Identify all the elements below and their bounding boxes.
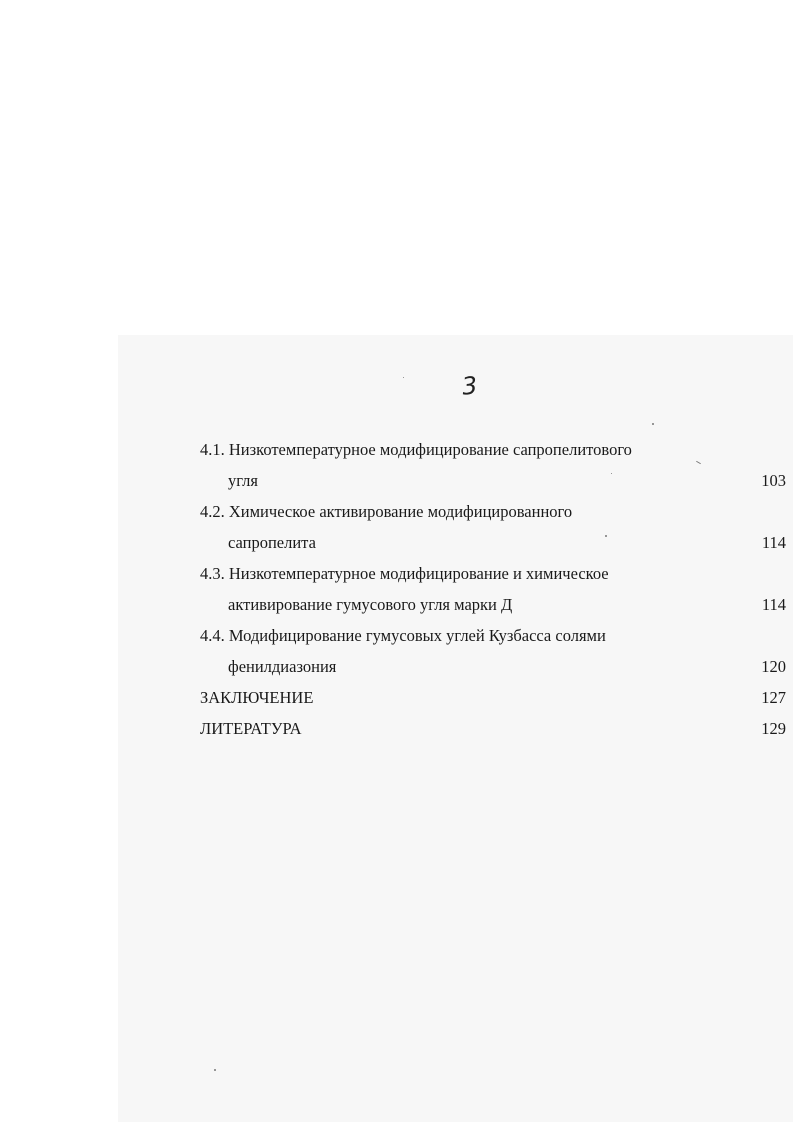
- toc-page-number: 114: [761, 533, 786, 552]
- toc-entry-title-continued: угля: [228, 471, 259, 490]
- table-of-contents: [200, 434, 788, 744]
- toc-entry-conclusion: [200, 682, 788, 713]
- toc-entry-title-continued: сапропелита: [228, 533, 316, 552]
- toc-entry-4-4: [200, 620, 788, 682]
- toc-entry-title: 4.1. Низкотемпературное модифицирование сапропелитового: [200, 440, 632, 459]
- toc-entry-title: 4.3. Низкотемпературное модифицирование и химическое: [200, 564, 609, 583]
- toc-entry-title: ЛИТЕРАТУРА: [200, 719, 302, 738]
- toc-entry-4-2: [200, 496, 788, 558]
- toc-page-number: 120: [761, 657, 786, 676]
- scan-speck: [611, 473, 612, 474]
- scan-speck: [403, 377, 404, 378]
- toc-page-number: 103: [761, 471, 786, 490]
- toc-page-number: 129: [761, 719, 786, 738]
- toc-entry-title: ЗАКЛЮЧЕНИЕ: [200, 688, 314, 707]
- toc-entry-title: 4.4. Модифицирование гумусовых углей Кузбасса солями: [200, 626, 606, 645]
- scan-speck: [652, 423, 654, 425]
- toc-entry-4-3: [200, 558, 788, 620]
- toc-entry-title-continued: фенилдиазония: [228, 657, 337, 676]
- toc-entry-literature: [200, 713, 788, 744]
- scan-speck: [605, 535, 607, 537]
- toc-page-number: 127: [761, 688, 786, 707]
- toc-page-number: 114: [761, 595, 786, 614]
- toc-entry-title-continued: активирование гумусового угля марки Д: [228, 595, 513, 614]
- scan-speck: [214, 1069, 216, 1071]
- toc-entry-title: 4.2. Химическое активирование модифицированного: [200, 502, 573, 521]
- toc-entry-4-1: [200, 434, 788, 496]
- page-number: 3: [460, 371, 479, 401]
